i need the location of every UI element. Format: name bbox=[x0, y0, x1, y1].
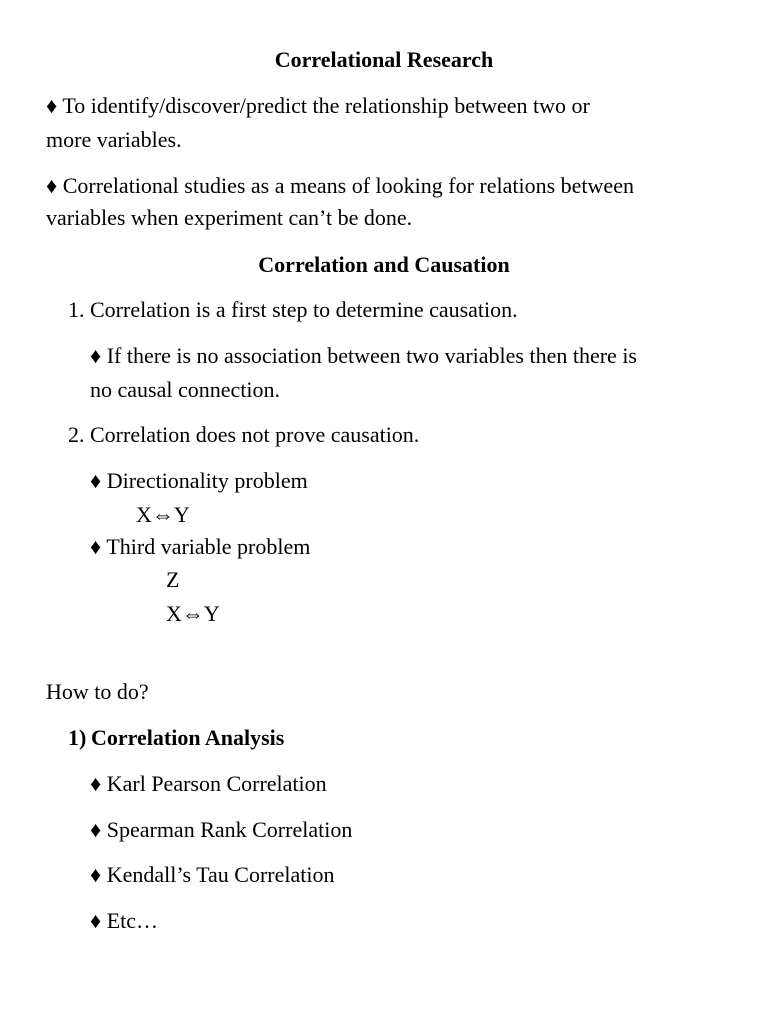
third-variable-formula: X⇔Y bbox=[166, 601, 220, 626]
third-variable-z: Z bbox=[166, 567, 180, 592]
method-spearman-rank: ♦ Spearman Rank Correlation bbox=[90, 817, 353, 842]
intro-paragraph-1-line-1: ♦ To identify/discover/predict the relationship between two or bbox=[46, 93, 590, 118]
third-variable-problem-bullet: ♦ Third variable problem bbox=[90, 534, 311, 559]
how-to-question: How to do? bbox=[46, 679, 149, 704]
method-etc: ♦ Etc… bbox=[90, 908, 159, 933]
list-item-1-text: Correlation is a first step to determine causation. bbox=[90, 297, 518, 322]
list-item-2-text: 2. Correlation does not prove causation. bbox=[68, 422, 420, 447]
method-kendalls-tau: ♦ Kendall’s Tau Correlation bbox=[90, 862, 335, 887]
intro-paragraph-1-line-2: more variables. bbox=[46, 127, 182, 152]
page-title: Correlational Research bbox=[274, 47, 494, 72]
directionality-problem-bullet: ♦ Directionality problem bbox=[90, 468, 308, 493]
section-heading-correlation-causation: Correlation and Causation bbox=[258, 252, 510, 277]
list-item-1-bullet-line-1: ♦ If there is no association between two variables then there is bbox=[90, 343, 637, 368]
analysis-item-title: Correlation Analysis bbox=[91, 725, 285, 750]
intro-paragraph-2-line-1: ♦ Correlational studies as a means of looking for relations between bbox=[46, 173, 634, 198]
list-item-1-bullet-line-2: no causal connection. bbox=[90, 377, 280, 402]
method-karl-pearson: ♦ Karl Pearson Correlation bbox=[90, 771, 327, 796]
list-item-1-number: 1. bbox=[68, 297, 85, 322]
analysis-item-number: 1) bbox=[68, 725, 87, 750]
intro-paragraph-2-line-2: variables when experiment can’t be done. bbox=[46, 205, 413, 230]
directionality-formula: X⇔Y bbox=[136, 502, 190, 527]
